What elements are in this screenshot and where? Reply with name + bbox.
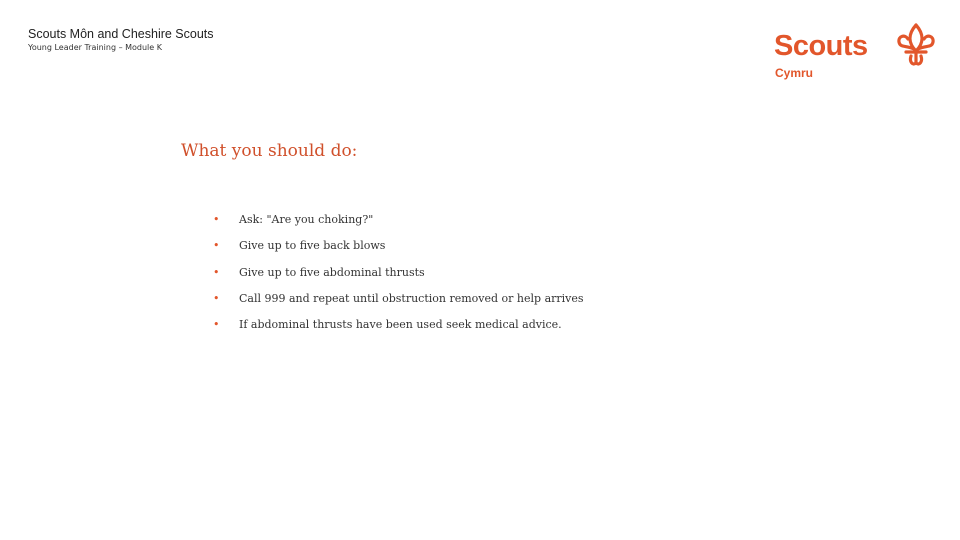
bullet-dot-icon: • (213, 318, 220, 332)
bullet-text: Call 999 and repeat until obstruction removed or help arrives (239, 291, 584, 305)
bullet-dot-icon: • (213, 239, 220, 253)
bullet-text: If abdominal thrusts have been used seek medical advice. (239, 318, 562, 332)
logo-wordmark: Scouts (774, 30, 868, 62)
bullet-dot-icon: • (213, 213, 220, 226)
logo-subtitle: Cymru (775, 66, 814, 80)
bullet-dot-icon: • (213, 265, 220, 279)
slide-heading: What you should do: (181, 141, 358, 161)
bullet-text: Give up to five back blows (239, 239, 386, 253)
fleur-de-lis-icon (895, 22, 937, 70)
module-title: Young Leader Training – Module K (28, 43, 162, 52)
bullet-text: Give up to five abdominal thrusts (239, 265, 425, 279)
scouts-cymru-logo (772, 22, 938, 84)
bullet-text: Ask: "Are you choking?" (239, 213, 374, 226)
bullet-dot-icon: • (213, 291, 220, 305)
org-title: Scouts Môn and Cheshire Scouts (28, 27, 214, 41)
